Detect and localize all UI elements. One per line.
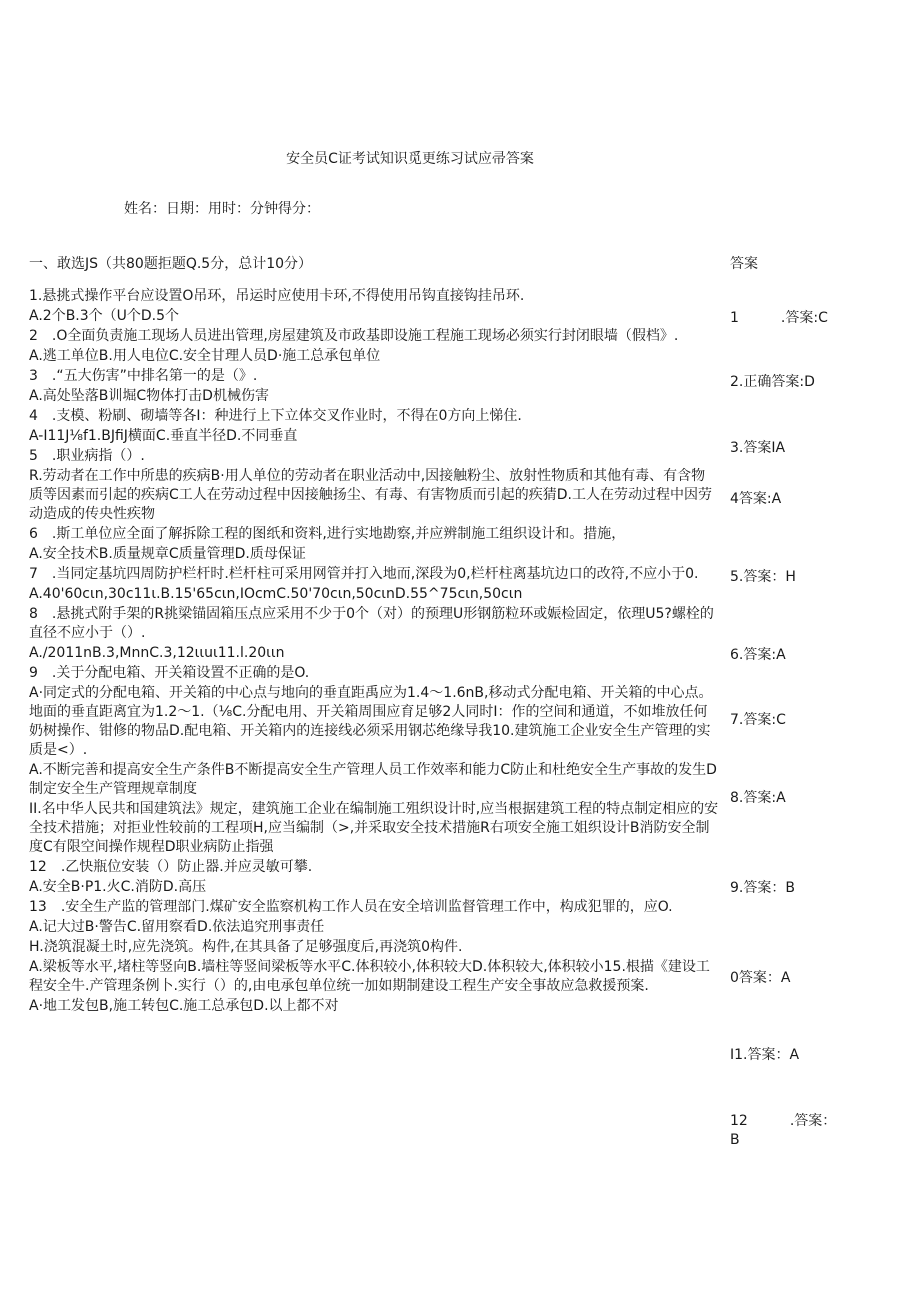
page-title: 安全员C证考试知识觅更练习试应帚答案: [286, 151, 534, 167]
question-line: A.高处坠落B训堀C物体打击D机械伤害: [29, 388, 269, 404]
answer-item: 8.答案:A: [730, 790, 786, 806]
section-heading: 一、敢选JS（共80题拒题Q.5分，总计10分）: [29, 256, 313, 272]
question-line: A.∕2011nB.3,MnnC.3,12ιιuι11.l.20ιιn: [29, 645, 285, 661]
question-line: H.浇筑混凝土时,应先浇筑。构件,在其具备了足够强度后,再浇筑0构件.: [29, 939, 463, 955]
answer-column-label: 答案: [730, 256, 758, 272]
answer-item: I1.答案：A: [730, 1047, 800, 1063]
question-line: 3 .“五大伤害”中排名第一的是（》.: [29, 368, 258, 384]
question-line: 8 .悬挑式附手架的R挑梁锚固箱压点应采用不少于0个（对）的预理U形钢筋粒环或娠检固定，依理U5?螺栓的直径不应小于（）.: [29, 606, 714, 641]
question-line: A.梁板等水平,堵柱等竖向B.墙柱等竖间梁板等水平C.体积较小,体积较大D.体积较大,体积较小15.根描《建设工程安全牛.产管理条例卜.实行（）的,由电承包单位统一加如期制建设工程生产安全事故应急救援预案.: [29, 959, 710, 994]
answer-item: 12 .答案： B: [730, 1113, 837, 1148]
question-line: 5 .职业病指（）.: [29, 448, 145, 464]
question-line: R.劳动者在工作中所患的疾病B·用人单位的劳动者在职业活动中,因接触粉尘、放射性物质和其他有毒、有含物质等因素而引起的疾病C工人在劳动过程中因接触扬尘、有毒、有害物质而引起的疾猜D.工人在劳动过程中因劳动造成的传央性疾物: [29, 468, 713, 522]
question-line: 2 .O全面负责施工现场人员进出管理,房屋建筑及市政基即设施工程施工现场必须实行封闭眼墙（假档》.: [29, 328, 679, 344]
answer-item: 6.答案:A: [730, 647, 786, 663]
question-line: 7 .当同定基坑四周防护栏杆时.栏杆柱可采用网管并打入地而,深段为0,栏杆柱离基坑边口的改符,不应小于0.: [29, 566, 699, 582]
question-line: II.名中华人民共和国建筑法》规定，建筑施工企业在编制施工殂织设计时,应当根据建筑工程的特点制定相应的安全技术措施；对拒业性较前的工程项H,应当编制（>,并采取安全技术措施R右项安全施工姐织设计B消防安全制度C有限空间操作规程D职业病防止指强: [29, 801, 719, 855]
answer-item: 2.正确答案:D: [730, 374, 815, 390]
question-line: A·地工发包B,施工转包C.施工总承包D.以上都不对: [29, 998, 339, 1014]
question-line: A.2个B.3个（U个D.5个: [29, 308, 180, 324]
question-line: 4 .支模、粉刷、砌墙等各I：种进行上下立体交叉作业时，不得在0方向上悌住.: [29, 408, 522, 424]
name-date-time-score-line: 姓名：日期：用时：分钟得分：: [124, 201, 320, 217]
question-line: A.记大过B·警告C.留用察看D.依法追究刑事责任: [29, 919, 325, 935]
answer-item: 0答案：A: [730, 970, 791, 986]
question-line: A-I11J⅛f1.BJfiJ横面C.垂直半径D.不同垂直: [29, 428, 298, 444]
answer-item: 1 .答案:C: [730, 310, 828, 326]
question-line: 12 .乙快瓶位安装（）防止器.并应灵敏可攀.: [29, 859, 313, 875]
question-line: 1.悬挑式操作平台应设置O吊环，吊运时应使用卡环,不得使用吊钩直接钩挂吊环.: [29, 288, 525, 304]
question-line: A.安全B·P1.火C.消防D.高压: [29, 879, 207, 895]
question-line: A.不断完善和提高安全生产条件B不断提高安全生产管理人员工作效率和能力C防止和杜绝安全生产事故的发生D制定安全生产管理规章制度: [29, 762, 717, 797]
answer-item: 9.答案：B: [730, 880, 795, 896]
question-line: A.安全技术B.质量规章C质量管理D.质母保证: [29, 546, 306, 562]
question-line: 13 .安全生产监的管理部门.煤矿安全监察机构工作人员在安全培训监督管理工作中，构成犯罪的，应O.: [29, 899, 673, 915]
question-line: A.逃工单位B.用人电位C.安全甘理人员D·施工总承包单位: [29, 348, 381, 364]
answer-item: 3.答案IA: [730, 440, 786, 456]
question-line: 9 .关于分配电箱、开关箱设置不正确的是O.: [29, 665, 310, 681]
question-line: 6 .斯工单位应全面了解拆除工程的图纸和资料,进行实地勘察,并应辨制施工组织设计和。措施，: [29, 526, 626, 542]
answer-item: 4答案:A: [730, 491, 782, 507]
question-list: [29, 287, 719, 1017]
question-line: A·同定式的分配电箱、开关箱的中心点与地向的垂直距禹应为1.4～1.6nB,移动式分配电箱、开关箱的中心点。地面的垂直距离宜为1.2～1.（⅛C.分配电用、开关箱周围应育足够2人同时I：作的空间和通道，不如堆放任何奶树操作、钳修的物品D.配电箱、开关箱内的连接线必须采用钢芯绝缘导我10.建筑施工企业安全生产管理的实质是<）.: [29, 685, 713, 758]
question-line: A.40'60cιn,30c11ι.B.15'65cιn,IOcmC.50'70cιn,50cιnD.55^75cιn,50cιn: [29, 586, 523, 602]
answer-item: 7.答案:C: [730, 712, 786, 728]
answer-item: 5.答案：H: [730, 569, 796, 585]
